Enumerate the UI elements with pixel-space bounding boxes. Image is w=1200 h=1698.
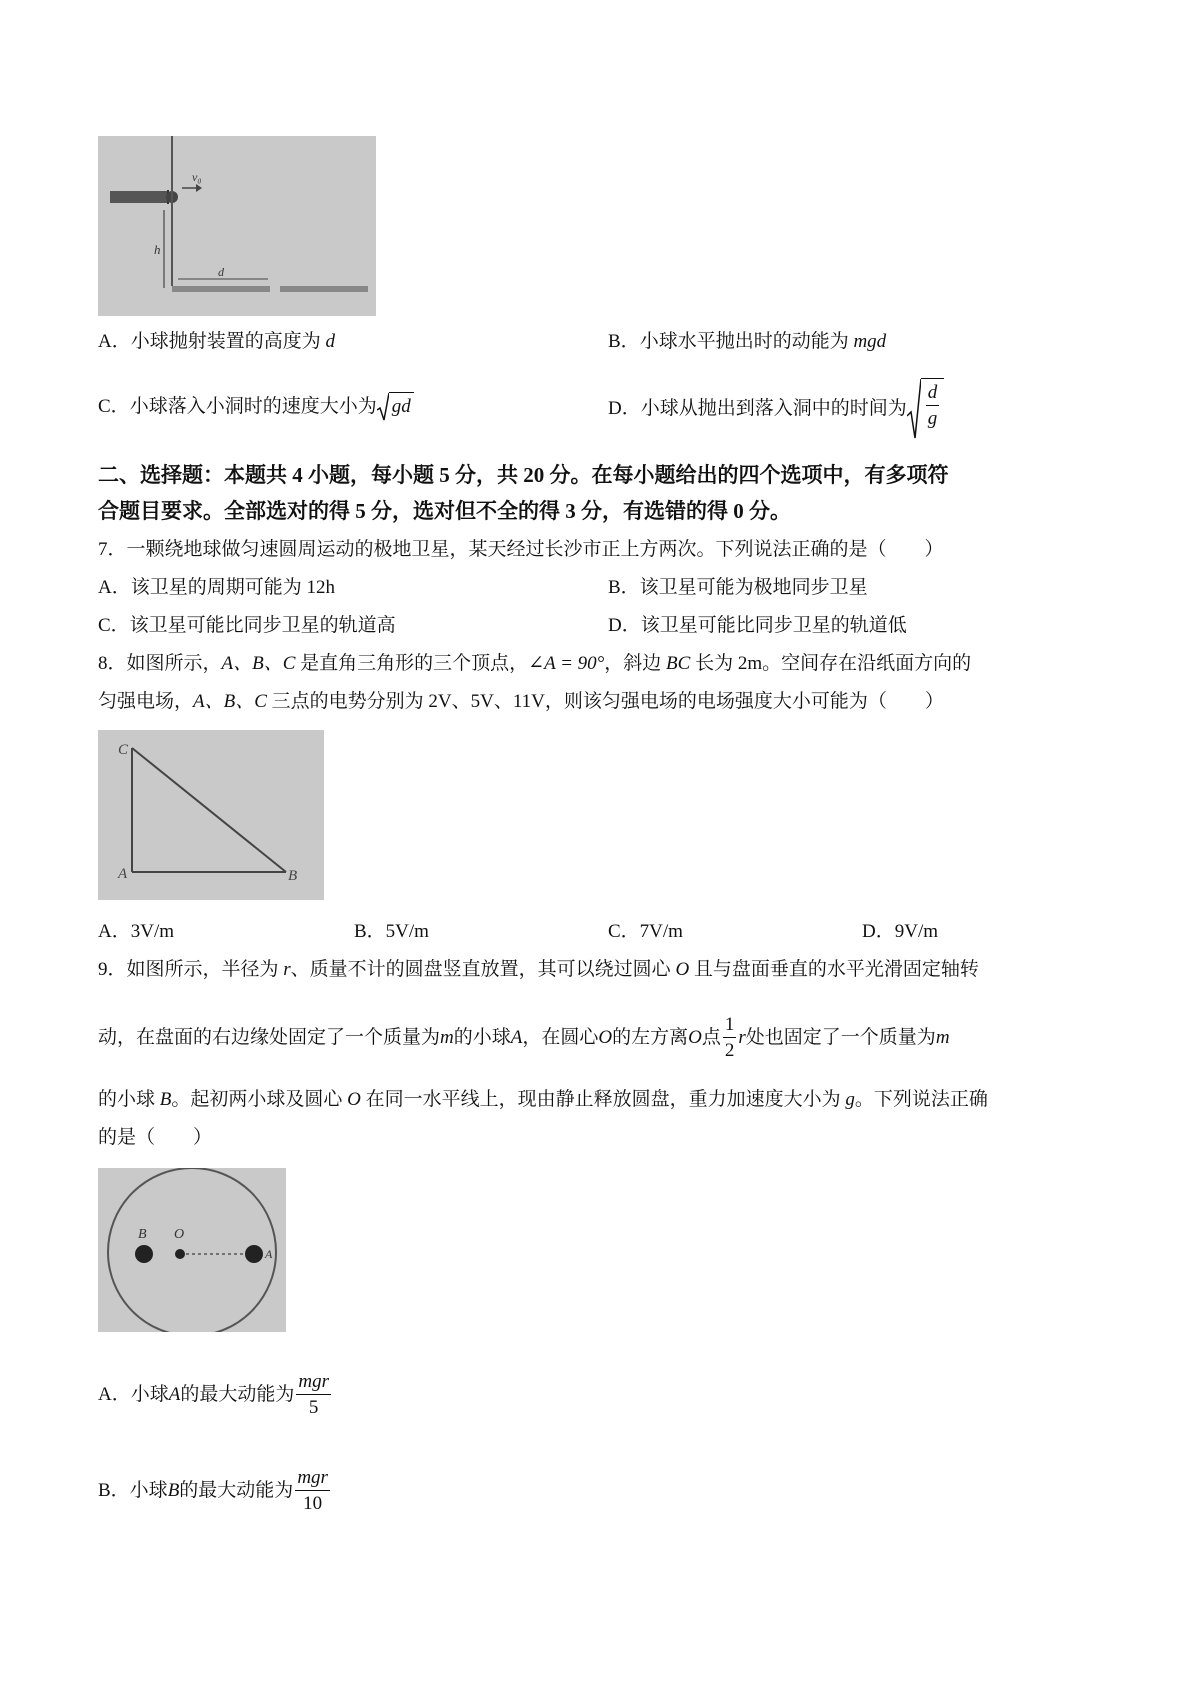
triangle-figure [98, 730, 324, 900]
hole [270, 284, 280, 294]
vertex-a-label: A [118, 866, 128, 882]
q9-option-b[interactable]: B．小球 B 的最大动能为 $\frac{\text{mgr}}{10}$ [98, 1462, 332, 1520]
fraction-mgr-10: $\frac{\text{mgr}}{10}$ [297, 1466, 328, 1514]
q8-stem-line2: 匀强电场，A、B、C 三点的电势分别为 2V、5V、11V，则该匀强电场的电场强度大小可能为（ ） [98, 691, 944, 712]
q8-stem-line1: 8．如图所示，A、B、C 是直角三角形的三个顶点，∠A = 90°，斜边 BC 长为 2m。空间存在沿纸面方向的 [98, 653, 972, 674]
ball-b-label: B [138, 1227, 147, 1242]
side-bc [132, 748, 286, 872]
q9-stem-line2: 动，在盘面的右边缘处固定了一个质量为 m 的小球 A ，在圆心 O 的左方离 O 点 $\frac{1}{2}$ r 处也固定了一个质量为 m [98, 1010, 950, 1066]
q9-stem-line1: 9．如图所示，半径为 r、质量不计的圆盘竖直放置，其可以绕过圆心 O 且与盘面垂直的水平光滑固定轴转 [98, 959, 979, 980]
q9-stem-line4: 的是（ ） [98, 1127, 213, 1148]
center-o-label: O [174, 1227, 185, 1242]
h-label: h [154, 242, 161, 257]
ball-b [135, 1245, 153, 1263]
triangle-diagram [98, 730, 324, 900]
section-heading-line2: 合题目要求。全部选对的得 5 分，选对但不全的得 3 分，有选错的得 0 分。 [98, 499, 791, 523]
vertex-c-label: C [118, 742, 129, 758]
disk-diagram [98, 1168, 286, 1332]
q7-option-a[interactable]: A．该卫星的周期可能为 12h [98, 577, 335, 598]
q6-option-c[interactable]: C． 小球落入小洞时的速度大小为 gd [98, 392, 414, 422]
d-label: d [218, 265, 224, 279]
q9-option-a[interactable]: A．小球 A 的最大动能为 $\frac{\text{mgr}}{5}$ [98, 1366, 333, 1424]
q6-option-b[interactable]: B．小球水平抛出时的动能为 mgd [608, 331, 887, 352]
q7-option-b[interactable]: B．该卫星可能为极地同步卫星 [608, 577, 868, 598]
q9-stem-line3: 的小球 B。起初两小球及圆心 O 在同一水平线上，现由静止释放圆盘，重力加速度大小为 g。下列说法正确 [98, 1089, 988, 1110]
ball-a-label: A [265, 1247, 273, 1261]
sqrt-d-over-g: $\frac{d}{g}$ [907, 378, 945, 440]
q8-option-d[interactable]: D．9V/m [862, 921, 939, 942]
launcher-spring [110, 191, 168, 203]
q6-option-a[interactable]: A．小球抛射装置的高度为 d [98, 331, 335, 352]
v0-label: v₀ [192, 170, 202, 184]
projectile-diagram [98, 136, 376, 316]
q8-option-c[interactable]: C．7V/m [608, 921, 683, 942]
q8-option-b[interactable]: B．5V/m [354, 921, 429, 942]
q8-option-a[interactable]: A．3V/m [98, 921, 175, 942]
projectile-figure [98, 136, 376, 316]
fraction-half: $\frac{1}{2}$ [724, 1013, 735, 1061]
ball-a [245, 1245, 263, 1263]
q7-option-c[interactable]: C．该卫星可能比同步卫星的轨道高 [98, 615, 396, 636]
center-o [175, 1249, 185, 1259]
vertex-b-label: B [288, 868, 298, 884]
section-heading-line1: 二、选择题：本题共 4 小题，每小题 5 分，共 20 分。在每小题给出的四个选项中，有多项符 [98, 463, 949, 487]
disk-figure [98, 1168, 286, 1332]
q6-option-d[interactable]: D． 小球从抛出到落入洞中的时间为 $\frac{d}{g}$ [608, 378, 944, 440]
fraction-mgr-5: $\frac{\text{mgr}}{5}$ [298, 1370, 329, 1418]
q7-option-d[interactable]: D．该卫星可能比同步卫星的轨道低 [608, 615, 907, 636]
q7-stem: 7．一颗绕地球做匀速圆周运动的极地卫星，某天经过长沙市正上方两次。下列说法正确的是（ ） [98, 539, 944, 560]
sqrt-gd: gd [377, 392, 414, 422]
